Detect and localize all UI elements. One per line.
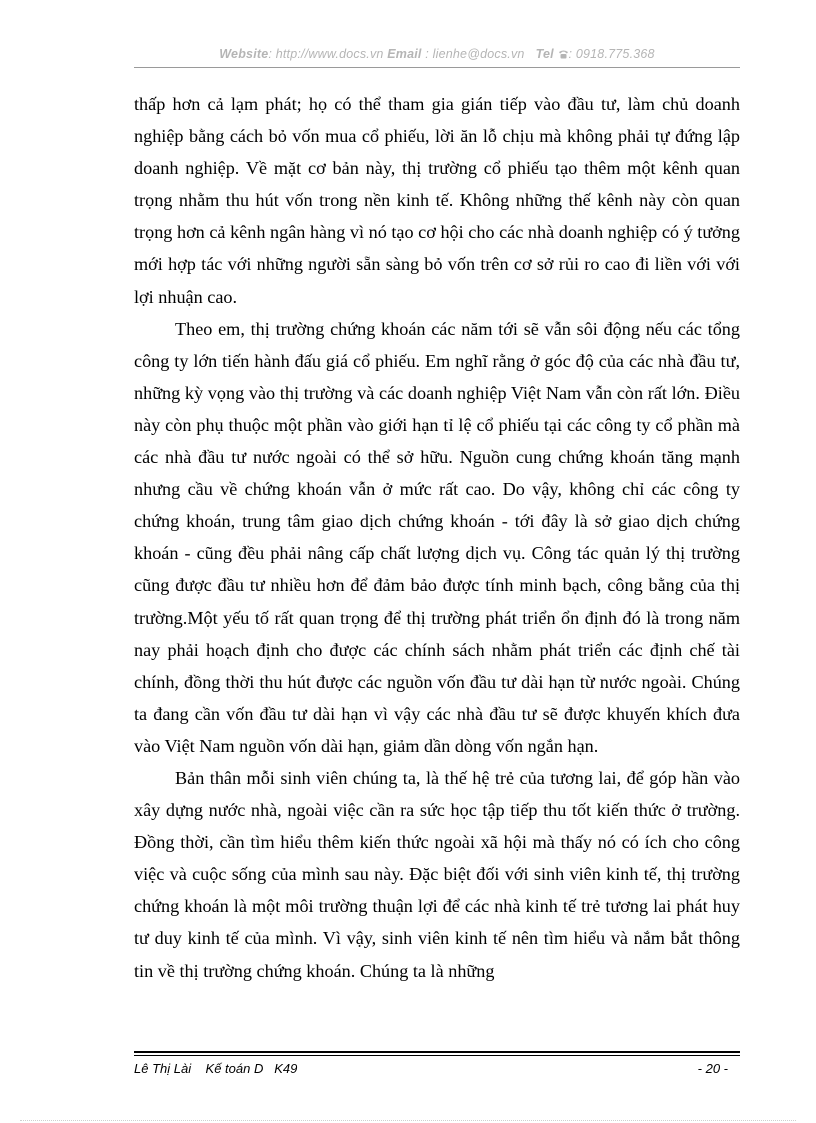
paragraph-3: Bản thân mỗi sinh viên chúng ta, là thế hệ trẻ của tương lai, để góp hần vào xây dựng nước nhà, ngoài việc cần ra sức học tập tiếp thu tốt kiến thức ở trường. Đồng thời, cần tìm hiểu thêm kiến thức ngoài xã hội mà thấy nó có ích cho công việc và cuộc sống của mình sau này. Đặc biệt đối với sinh viên kinh tế, thị trường chứng khoán là một môi trường thuận lợi để các nhà kinh tế trẻ tương lai phát huy tư duy kinh tế của mình. Vì vậy, sinh viên kinh tế nên tìm hiểu và nắm bắt thông tin về thị trường chứng khoán. Chúng ta là những [134,767,740,981]
tel-label: Tel [535,47,554,61]
paragraph-2: Theo em, thị trường chứng khoán các năm tới sẽ vẫn sôi động nếu các tổng công ty lớn tiến hành đấu giá cổ phiếu. Em nghĩ rằng ở góc độ của các nhà đầu tư, những kỳ vọng vào thị trường và các doanh nghiệp Việt Nam vẫn còn rất lớn. Điều này còn phụ thuộc một phần vào giới hạn tỉ lệ cổ phiếu tại các công ty cổ phần mà các nhà đầu tư nước ngoài có thể sở hữu. Nguồn cung chứng khoán tăng mạnh nhưng cầu về chứng khoán vẫn ở mức rất cao. Do vậy, không chỉ các công ty chứng khoán, trung tâm giao dịch chứng khoán - tới đây là sở giao dịch chứng khoán - cũng đều phải nâng cấp chất lượng dịch vụ. Công tác quản lý thị trường cũng được đầu tư nhiều hơn để đảm bảo được tính minh bạch, công bằng của thị trường.Một yếu tố rất quan trọng để thị trường phát triển ổn định đó là trong năm nay phải hoạch định cho được các chính sách nhằm phát triển các định chế tài chính, đồng thời thu hút được các nguồn vốn đầu tư dài hạn từ nước ngoài. Chúng ta đang cần vốn đầu tư dài hạn vì vậy các nhà đầu tư sẽ được khuyến khích đưa vào Việt Nam nguồn vốn dài hạn, giảm dần dòng vốn ngắn hạn. [134,318,740,756]
tel-value: : 0918.775.368 [568,47,655,61]
paragraph-1: thấp hơn cả lạm phát; họ có thể tham gia gián tiếp vào đầu tư, làm chủ doanh nghiệp bằng cách bỏ vốn mua cổ phiếu, lời ăn lỗ chịu mà không phải tự đứng lập doanh nghiệp. Về mặt cơ bản này, thị trường cổ phiếu tạo thêm một kênh quan trọng nhằm thu hút vốn trong nền kinh tế. Không những thế kênh này còn quan trọng hơn cả kênh ngân hàng vì nó tạo cơ hội cho các nhà doanh nghiệp có ý tưởng mới hợp tác với những người sẵn sàng bỏ vốn trên cơ sở rủi ro cao đi liền với với lợi nhuận cao. [134,94,740,307]
email-value: : lienhe@docs.vn [425,47,525,61]
footer-author: Lê Thị Lài Kế toán D K49 [134,1061,298,1076]
body-text [134,88,740,987]
email-label: Email [387,47,422,61]
header-divider [134,67,740,68]
page-edge [20,1120,796,1121]
website-value: : http://www.docs.vn [268,47,384,61]
page-number: - 20 - [697,1061,728,1076]
footer-divider-thick [134,1051,740,1053]
page-header [134,47,740,61]
phone-icon [558,47,569,61]
footer-divider-thin [134,1055,740,1056]
website-label: Website [219,47,269,61]
